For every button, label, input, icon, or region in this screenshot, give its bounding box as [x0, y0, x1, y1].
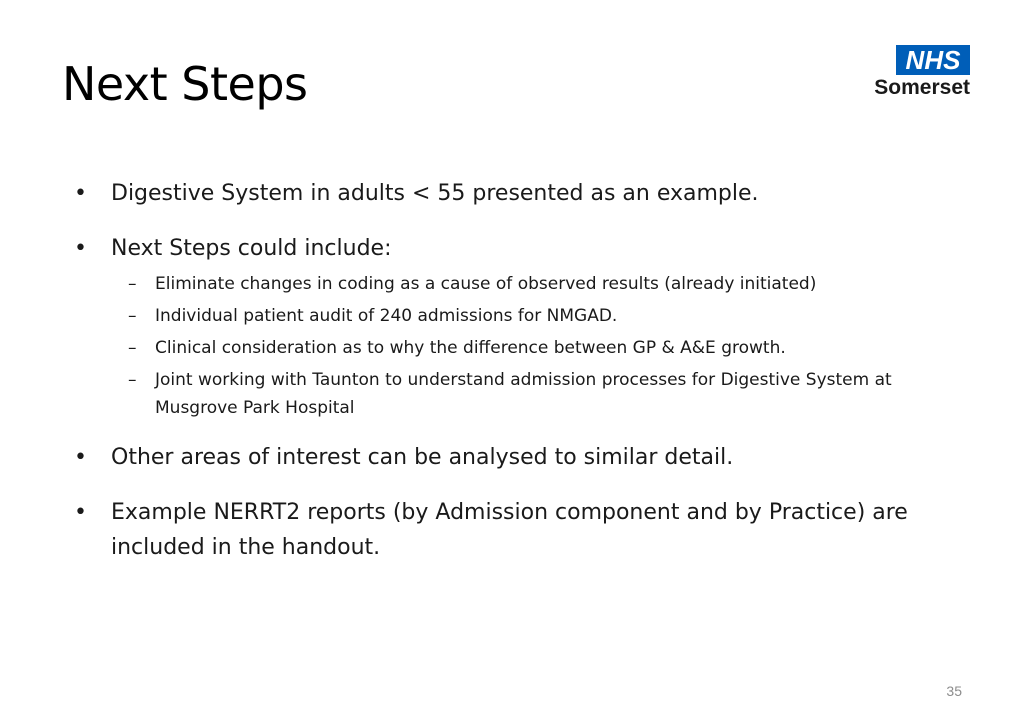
bullet-text: Next Steps could include:	[111, 236, 392, 261]
sub-bullet-item	[74, 334, 974, 362]
sub-bullet-text: Eliminate changes in coding as a cause of observed results (already initiated)	[155, 274, 817, 294]
sub-bullet-item	[74, 302, 974, 330]
bullet-marker: •	[74, 445, 87, 470]
bullet-marker: •	[74, 236, 87, 261]
sub-bullet-marker: –	[128, 338, 137, 358]
bullet-text: Digestive System in adults < 55 presented as an example.	[111, 181, 759, 206]
sub-bullet-item	[74, 270, 974, 298]
page-number: 35	[946, 683, 962, 699]
nhs-logo-box: NHS	[896, 45, 970, 75]
bullet-item	[74, 440, 974, 475]
bullet-item	[74, 495, 974, 565]
sub-bullet-text: Individual patient audit of 240 admissions for NMGAD.	[155, 306, 618, 326]
sub-bullet-text: Joint working with Taunton to understand admission processes for Digestive System at Musgrove Park Hospital	[155, 370, 892, 418]
sub-bullet-marker: –	[128, 274, 137, 294]
slide-content	[74, 176, 974, 565]
slide-title: Next Steps	[62, 57, 308, 111]
sub-bullet-text: Clinical consideration as to why the difference between GP & A&E growth.	[155, 338, 786, 358]
sub-bullet-marker: –	[128, 370, 137, 390]
bullet-marker: •	[74, 181, 87, 206]
bullet-text: Example NERRT2 reports (by Admission component and by Practice) are included in the handout.	[111, 500, 908, 560]
bullet-marker: •	[74, 500, 87, 525]
nhs-somerset-logo	[856, 45, 970, 101]
bullet-item	[74, 231, 974, 266]
bullet-item	[74, 176, 974, 211]
sub-bullet-marker: –	[128, 306, 137, 326]
sub-bullet-list	[74, 270, 974, 422]
organisation-name: Somerset	[874, 76, 970, 99]
bullet-text: Other areas of interest can be analysed to similar detail.	[111, 445, 734, 470]
sub-bullet-item	[74, 366, 974, 422]
